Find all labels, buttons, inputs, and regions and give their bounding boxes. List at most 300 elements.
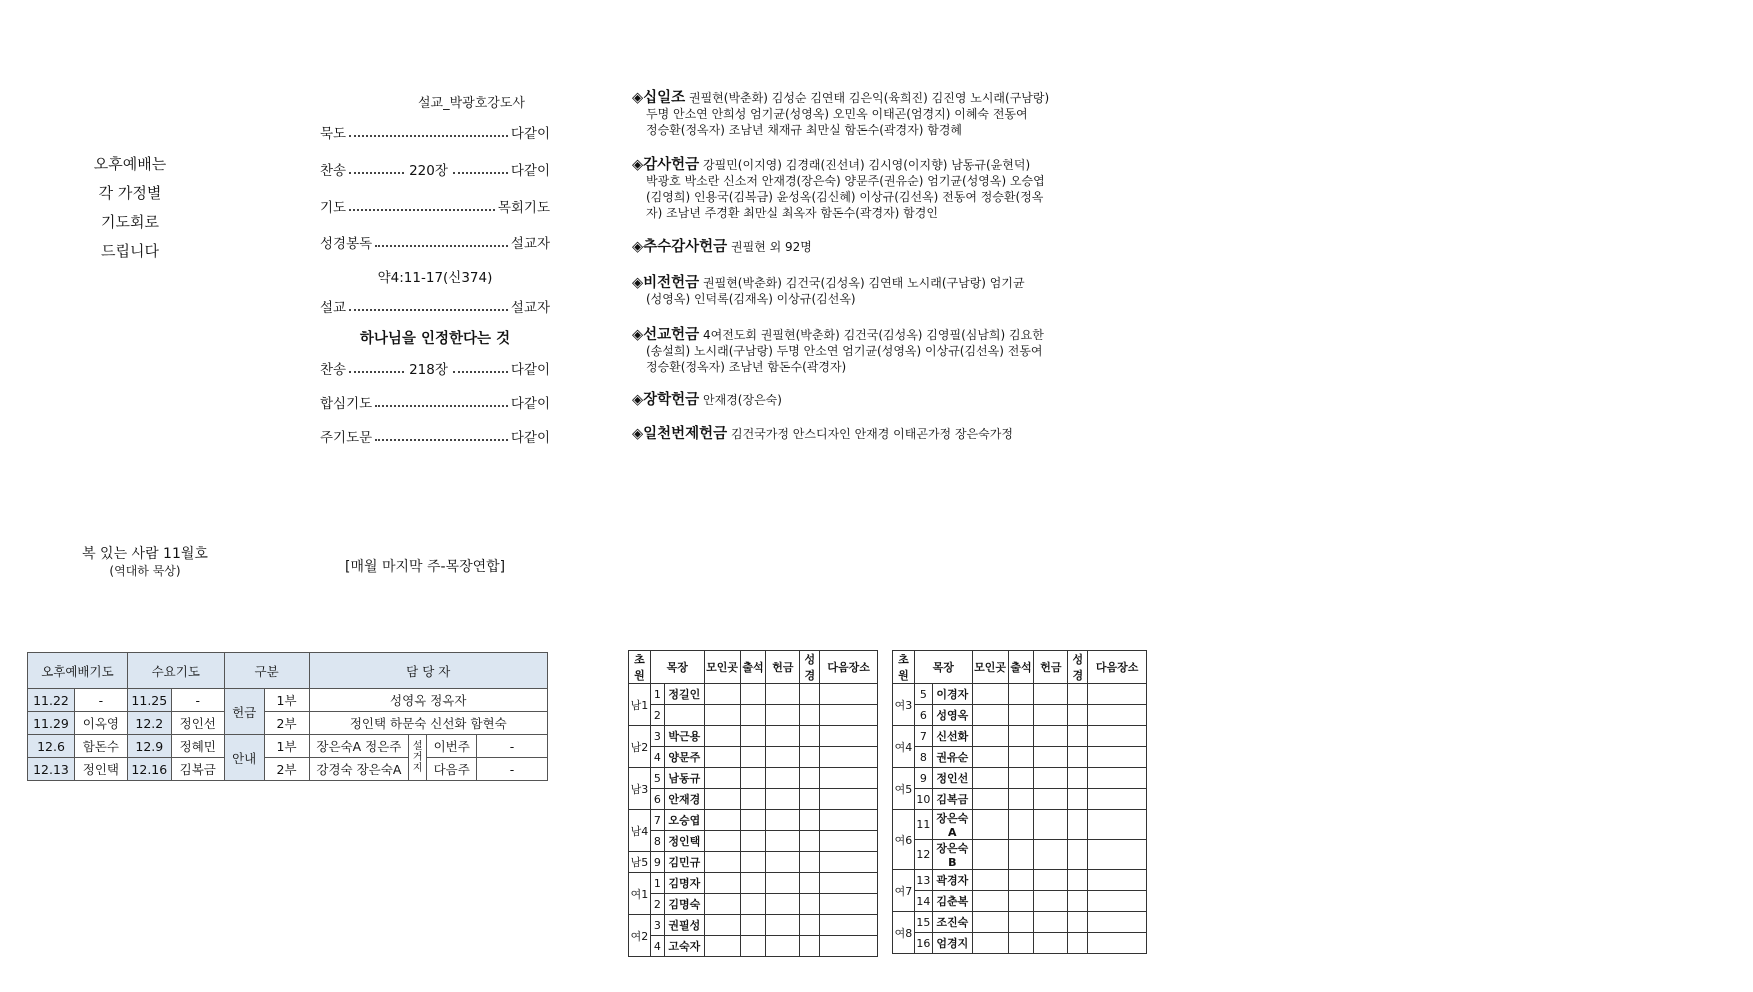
table-row (629, 726, 878, 747)
name-cell: 정인택 (74, 758, 127, 781)
table-row (893, 726, 1147, 747)
number-cell: 11 (914, 810, 932, 840)
dishwashing-cell: - (477, 735, 548, 758)
entry-cell[interactable] (972, 789, 1008, 810)
table-row (629, 873, 878, 894)
entry-cell[interactable] (740, 726, 766, 747)
entry-cell[interactable] (740, 705, 766, 726)
order-label: 찬송 (320, 362, 347, 378)
leader-cell: 정길인 (664, 684, 704, 705)
order-performer: 다같이 (510, 430, 550, 446)
entry-cell[interactable] (704, 768, 740, 789)
entry-cell[interactable] (1068, 840, 1088, 870)
group-cell: 여2 (629, 915, 651, 957)
sermon-title: 하나님을 인정한다는 것 (359, 331, 511, 347)
entry-cell[interactable] (820, 768, 878, 789)
offering-title: ◈일천번제헌금 (632, 426, 728, 442)
offering-thanksgiving (632, 157, 1152, 221)
entry-cell[interactable] (766, 705, 800, 726)
name-cell: 정혜민 (171, 735, 224, 758)
entry-cell[interactable] (800, 726, 820, 747)
entry-cell[interactable] (820, 936, 878, 957)
entry-cell[interactable] (972, 810, 1008, 840)
entry-cell[interactable] (820, 705, 878, 726)
note-line: 기도회로 (101, 213, 159, 231)
category-cell: 안내 (224, 735, 264, 781)
note-line: 오후예배는 (93, 155, 167, 173)
offering-title: ◈감사헌금 (632, 157, 700, 173)
entry-cell[interactable] (1088, 705, 1147, 726)
entry-cell[interactable] (972, 840, 1008, 870)
entry-cell[interactable] (800, 747, 820, 768)
header-cell: 성경 (800, 651, 820, 684)
attendance-table-women (892, 650, 1147, 954)
entry-cell[interactable] (972, 933, 1008, 954)
entry-cell[interactable] (972, 705, 1008, 726)
leader-cell: 이경자 (932, 684, 972, 705)
assignee-cell: 장은숙A 정은주 (309, 735, 409, 758)
offering-donors: 강필민(이지영) 김경래(진선녀) 김시영(이지향) 남동규(윤현덕) (703, 158, 1031, 172)
number-cell: 8 (914, 747, 932, 768)
entry-cell[interactable] (740, 894, 766, 915)
offering-mission (632, 327, 1152, 375)
leader-cell: 장은숙B (932, 840, 972, 870)
entry-cell[interactable] (766, 789, 800, 810)
order-label: 기도 (320, 200, 347, 216)
group-cell: 여7 (893, 870, 915, 912)
entry-cell[interactable] (1008, 789, 1034, 810)
table-row (629, 747, 878, 768)
entry-cell[interactable] (1068, 768, 1088, 789)
date-cell: 11.25 (127, 689, 171, 712)
entry-cell[interactable] (766, 936, 800, 957)
date-cell: 11.29 (28, 712, 75, 735)
offering-title: ◈비전헌금 (632, 275, 700, 291)
entry-cell[interactable] (820, 810, 878, 831)
entry-cell[interactable] (1068, 870, 1088, 891)
entry-cell[interactable] (1034, 933, 1068, 954)
date-cell: 12.13 (28, 758, 75, 781)
entry-cell[interactable] (704, 873, 740, 894)
header-cell: 담 당 자 (309, 653, 547, 689)
date-cell: 12.9 (127, 735, 171, 758)
entry-cell[interactable] (704, 852, 740, 873)
table-row (893, 810, 1147, 840)
entry-cell[interactable] (740, 747, 766, 768)
leader-cell: 김민규 (664, 852, 704, 873)
entry-cell[interactable] (800, 831, 820, 852)
entry-cell[interactable] (704, 894, 740, 915)
entry-cell[interactable] (1068, 912, 1088, 933)
number-cell: 2 (650, 705, 664, 726)
number-cell: 5 (914, 684, 932, 705)
entry-cell[interactable] (800, 852, 820, 873)
entry-cell[interactable] (766, 726, 800, 747)
entry-cell[interactable] (1034, 768, 1068, 789)
entry-cell[interactable] (1068, 891, 1088, 912)
dishwashing-label: 설거지 (409, 735, 427, 781)
entry-cell[interactable] (1068, 810, 1088, 840)
number-cell: 2 (650, 894, 664, 915)
leader-cell: 권유순 (932, 747, 972, 768)
offering-thousand (632, 426, 1152, 442)
number-cell: 8 (650, 831, 664, 852)
date-cell: 12.2 (127, 712, 171, 735)
order-label: 합심기도 (320, 396, 373, 412)
entry-cell[interactable] (1068, 684, 1088, 705)
name-cell: 김복금 (171, 758, 224, 781)
entry-cell[interactable] (972, 768, 1008, 789)
table-row (893, 933, 1147, 954)
header-cell: 모인곳 (972, 651, 1008, 684)
name-cell: - (171, 689, 224, 712)
group-cell: 여1 (629, 873, 651, 915)
entry-cell[interactable] (820, 831, 878, 852)
order-prayer (320, 197, 550, 215)
entry-cell[interactable] (766, 873, 800, 894)
order-performer: 설교자 (510, 300, 550, 316)
number-cell: 7 (650, 810, 664, 831)
entry-cell[interactable] (972, 912, 1008, 933)
entry-cell[interactable] (704, 810, 740, 831)
entry-cell[interactable] (800, 684, 820, 705)
entry-cell[interactable] (766, 852, 800, 873)
table-row (629, 894, 878, 915)
table-row (893, 684, 1147, 705)
assignee-cell: 성영옥 정옥자 (309, 689, 547, 712)
entry-cell[interactable] (1008, 726, 1034, 747)
entry-cell[interactable] (1088, 747, 1147, 768)
entry-cell[interactable] (740, 915, 766, 936)
offering-vision (632, 275, 1152, 307)
table-row (893, 768, 1147, 789)
assignee-cell: 강경숙 장은숙A (309, 758, 409, 781)
table-row (629, 831, 878, 852)
order-performer: 다같이 (510, 396, 550, 412)
order-reading (320, 233, 550, 251)
offering-donors: 정승환(정옥자) 조남년 함돈수(곽경자) (646, 360, 847, 374)
number-cell: 3 (650, 726, 664, 747)
order-hymn-1 (320, 160, 550, 178)
entry-cell[interactable] (1088, 840, 1147, 870)
table-row (629, 705, 878, 726)
entry-cell[interactable] (1088, 768, 1147, 789)
header-cell: 초원 (893, 651, 915, 684)
entry-cell[interactable] (704, 831, 740, 852)
entry-cell[interactable] (740, 768, 766, 789)
offering-title: ◈십일조 (632, 90, 686, 106)
entry-cell[interactable] (1008, 870, 1034, 891)
entry-cell[interactable] (766, 768, 800, 789)
order-performer: 다같이 (510, 163, 550, 179)
entry-cell[interactable] (1088, 726, 1147, 747)
number-cell: 4 (650, 747, 664, 768)
entry-cell[interactable] (820, 684, 878, 705)
entry-cell[interactable] (972, 747, 1008, 768)
entry-cell[interactable] (740, 684, 766, 705)
entry-cell[interactable] (820, 915, 878, 936)
leader-cell: 곽경자 (932, 870, 972, 891)
header-cell: 목장 (914, 651, 972, 684)
part-cell: 1부 (264, 735, 309, 758)
offering-donors: 권필현 외 92명 (731, 240, 812, 254)
sermon-by: 설교_박광호강도사 (418, 96, 525, 111)
note-line: 각 가정별 (98, 184, 162, 202)
entry-cell[interactable] (1008, 891, 1034, 912)
entry-cell[interactable] (800, 936, 820, 957)
leader-cell: 정인택 (664, 831, 704, 852)
order-label: 묵도 (320, 126, 347, 142)
entry-cell[interactable] (766, 747, 800, 768)
monthly-note: [매월 마지막 주-목장연합] (345, 559, 506, 575)
number-cell: 1 (650, 873, 664, 894)
name-cell: 함돈수 (74, 735, 127, 758)
attendance-header-row (893, 651, 1147, 684)
table-row (629, 852, 878, 873)
entry-cell[interactable] (800, 705, 820, 726)
entry-cell[interactable] (800, 810, 820, 831)
order-performer: 목회기도 (497, 200, 550, 216)
leader-cell: 고숙자 (664, 936, 704, 957)
offering-tithe (632, 90, 1152, 138)
leader-cell: 김춘복 (932, 891, 972, 912)
entry-cell[interactable] (1088, 933, 1147, 954)
entry-cell[interactable] (766, 915, 800, 936)
offering-donors: 4여전도회 권필현(박춘화) 김건국(김성옥) 김영필(심남희) 김요한 (703, 328, 1044, 342)
leader-cell: 박근용 (664, 726, 704, 747)
entry-cell[interactable] (1034, 705, 1068, 726)
header-cell: 출석 (740, 651, 766, 684)
table-row (893, 912, 1147, 933)
hymn-number: 220장 (409, 163, 448, 179)
entry-cell[interactable] (820, 726, 878, 747)
part-cell: 2부 (264, 712, 309, 735)
entry-cell[interactable] (1008, 705, 1034, 726)
order-label: 찬송 (320, 163, 347, 179)
entry-cell[interactable] (1008, 768, 1034, 789)
entry-cell[interactable] (740, 852, 766, 873)
entry-cell[interactable] (766, 831, 800, 852)
entry-cell[interactable] (766, 810, 800, 831)
offering-donors: (송설희) 노시래(구남랑) 두명 안소연 엄기균(성영옥) 이상규(김선옥) 전동여 (646, 344, 1043, 358)
entry-cell[interactable] (820, 789, 878, 810)
entry-cell[interactable] (1088, 810, 1147, 840)
entry-cell[interactable] (1034, 789, 1068, 810)
entry-cell[interactable] (800, 789, 820, 810)
table-row (893, 840, 1147, 870)
entry-cell[interactable] (1088, 891, 1147, 912)
entry-cell[interactable] (1034, 912, 1068, 933)
week-cell: 이번주 (427, 735, 477, 758)
entry-cell[interactable] (740, 789, 766, 810)
week-cell: 다음주 (427, 758, 477, 781)
entry-cell[interactable] (972, 891, 1008, 912)
entry-cell[interactable] (1068, 747, 1088, 768)
header-cell: 헌금 (766, 651, 800, 684)
offering-donors: 자) 조남년 주경환 최만실 최옥자 함돈수(곽경자) 함경인 (646, 206, 938, 220)
table-row (629, 810, 878, 831)
entry-cell[interactable] (1068, 789, 1088, 810)
entry-cell[interactable] (1034, 684, 1068, 705)
order-label: 주기도문 (320, 430, 373, 446)
order-performer: 다같이 (510, 362, 550, 378)
entry-cell[interactable] (1034, 891, 1068, 912)
header-cell: 초원 (629, 651, 651, 684)
table-row (629, 789, 878, 810)
entry-cell[interactable] (820, 747, 878, 768)
duty-table (27, 652, 548, 781)
number-cell: 4 (650, 936, 664, 957)
entry-cell[interactable] (740, 810, 766, 831)
offering-donors: 권필현(박춘화) 김성순 김연태 김은익(육희진) 김진영 노시래(구남랑) (689, 91, 1050, 105)
table-row (893, 870, 1147, 891)
group-cell: 남1 (629, 684, 651, 726)
scripture-reference: 약4:11-17(신374) (377, 270, 493, 286)
header-cell: 수요기도 (127, 653, 224, 689)
header-cell: 모인곳 (704, 651, 740, 684)
entry-cell[interactable] (766, 894, 800, 915)
entry-cell[interactable] (1034, 726, 1068, 747)
entry-cell[interactable] (704, 705, 740, 726)
entry-cell[interactable] (704, 684, 740, 705)
group-cell: 남5 (629, 852, 651, 873)
entry-cell[interactable] (704, 789, 740, 810)
entry-cell[interactable] (1008, 684, 1034, 705)
header-cell: 구분 (224, 653, 309, 689)
leader-cell: 김명자 (664, 873, 704, 894)
hymn-number: 218장 (409, 362, 448, 378)
leader-cell: 김복금 (932, 789, 972, 810)
entry-cell[interactable] (704, 936, 740, 957)
entry-cell[interactable] (1034, 810, 1068, 840)
group-cell: 남2 (629, 726, 651, 768)
entry-cell[interactable] (1008, 747, 1034, 768)
name-cell: 정인선 (171, 712, 224, 735)
table-row (893, 747, 1147, 768)
group-cell: 남3 (629, 768, 651, 810)
table-row (629, 684, 878, 705)
table-row (629, 936, 878, 957)
order-performer: 다같이 (510, 126, 550, 142)
entry-cell[interactable] (1008, 840, 1034, 870)
entry-cell[interactable] (800, 768, 820, 789)
table-row (629, 768, 878, 789)
entry-cell[interactable] (1068, 933, 1088, 954)
leader-cell: 남동규 (664, 768, 704, 789)
entry-cell[interactable] (704, 915, 740, 936)
offering-donors: 정승환(정옥자) 조남년 채재규 최만실 함돈수(곽경자) 함경혜 (646, 123, 963, 137)
table-row (629, 915, 878, 936)
entry-cell[interactable] (820, 873, 878, 894)
offering-donors: 안재경(장은숙) (703, 393, 782, 407)
entry-cell[interactable] (704, 726, 740, 747)
order-label: 설교 (320, 300, 347, 316)
offering-harvest (632, 239, 1152, 255)
devotional-subtitle: (역대하 묵상) (109, 564, 181, 578)
entry-cell[interactable] (820, 852, 878, 873)
part-cell: 1부 (264, 689, 309, 712)
table-row (28, 735, 548, 758)
evening-service-note (90, 150, 170, 266)
entry-cell[interactable] (1034, 747, 1068, 768)
entry-cell[interactable] (740, 831, 766, 852)
entry-cell[interactable] (740, 873, 766, 894)
group-cell: 남4 (629, 810, 651, 852)
table-row (893, 705, 1147, 726)
entry-cell[interactable] (972, 726, 1008, 747)
entry-cell[interactable] (1088, 912, 1147, 933)
entry-cell[interactable] (740, 936, 766, 957)
entry-cell[interactable] (800, 873, 820, 894)
entry-cell[interactable] (704, 747, 740, 768)
number-cell: 6 (914, 705, 932, 726)
entry-cell[interactable] (1088, 870, 1147, 891)
entry-cell[interactable] (1034, 840, 1068, 870)
table-row (28, 712, 548, 735)
note-line: 드립니다 (101, 242, 159, 260)
devotional-info (40, 546, 250, 580)
offering-donors: (김영희) 인용국(김복금) 윤성옥(김신혜) 이상규(김선옥) 전동여 정승환(정옥 (646, 190, 1044, 204)
entry-cell[interactable] (1068, 705, 1088, 726)
entry-cell[interactable] (820, 894, 878, 915)
entry-cell[interactable] (1008, 933, 1034, 954)
group-cell: 여3 (893, 684, 915, 726)
name-cell: 이옥영 (74, 712, 127, 735)
offering-donors: 권필현(박춘화) 김건국(김성옥) 김연태 노시래(구남랑) 엄기균 (703, 276, 1025, 290)
number-cell: 13 (914, 870, 932, 891)
leader-cell: 조진숙 (932, 912, 972, 933)
entry-cell[interactable] (1034, 870, 1068, 891)
entry-cell[interactable] (800, 894, 820, 915)
entry-cell[interactable] (1008, 810, 1034, 840)
number-cell: 10 (914, 789, 932, 810)
group-cell: 여4 (893, 726, 915, 768)
entry-cell[interactable] (972, 870, 1008, 891)
offering-title: ◈추수감사헌금 (632, 239, 728, 255)
order-hymn-2 (320, 359, 550, 377)
entry-cell[interactable] (766, 684, 800, 705)
table-row (28, 689, 548, 712)
leader-cell: 신선화 (932, 726, 972, 747)
leader-cell: 김명숙 (664, 894, 704, 915)
header-cell: 목장 (650, 651, 704, 684)
leader-cell: 성영옥 (932, 705, 972, 726)
number-cell: 7 (914, 726, 932, 747)
entry-cell[interactable] (1008, 912, 1034, 933)
entry-cell[interactable] (800, 915, 820, 936)
order-meditation (320, 123, 550, 141)
name-cell: - (74, 689, 127, 712)
dishwashing-cell: - (477, 758, 548, 781)
number-cell: 5 (650, 768, 664, 789)
number-cell: 14 (914, 891, 932, 912)
header-cell: 헌금 (1034, 651, 1068, 684)
offering-donors: 두명 안소연 안희성 엄기균(성영옥) 오민옥 이태곤(엄경지) 이혜숙 전동여 (646, 107, 1028, 121)
entry-cell[interactable] (972, 684, 1008, 705)
date-cell: 12.16 (127, 758, 171, 781)
entry-cell[interactable] (1088, 684, 1147, 705)
part-cell: 2부 (264, 758, 309, 781)
entry-cell[interactable] (1068, 726, 1088, 747)
leader-cell: 오승엽 (664, 810, 704, 831)
header-cell: 다음장소 (820, 651, 878, 684)
offering-donors: 박광호 박소란 신소저 안재경(장은숙) 양문주(권유순) 엄기균(성영옥) 오승엽 (646, 174, 1045, 188)
leader-cell: 양문주 (664, 747, 704, 768)
number-cell: 9 (914, 768, 932, 789)
number-cell: 9 (650, 852, 664, 873)
entry-cell[interactable] (1088, 789, 1147, 810)
number-cell: 15 (914, 912, 932, 933)
